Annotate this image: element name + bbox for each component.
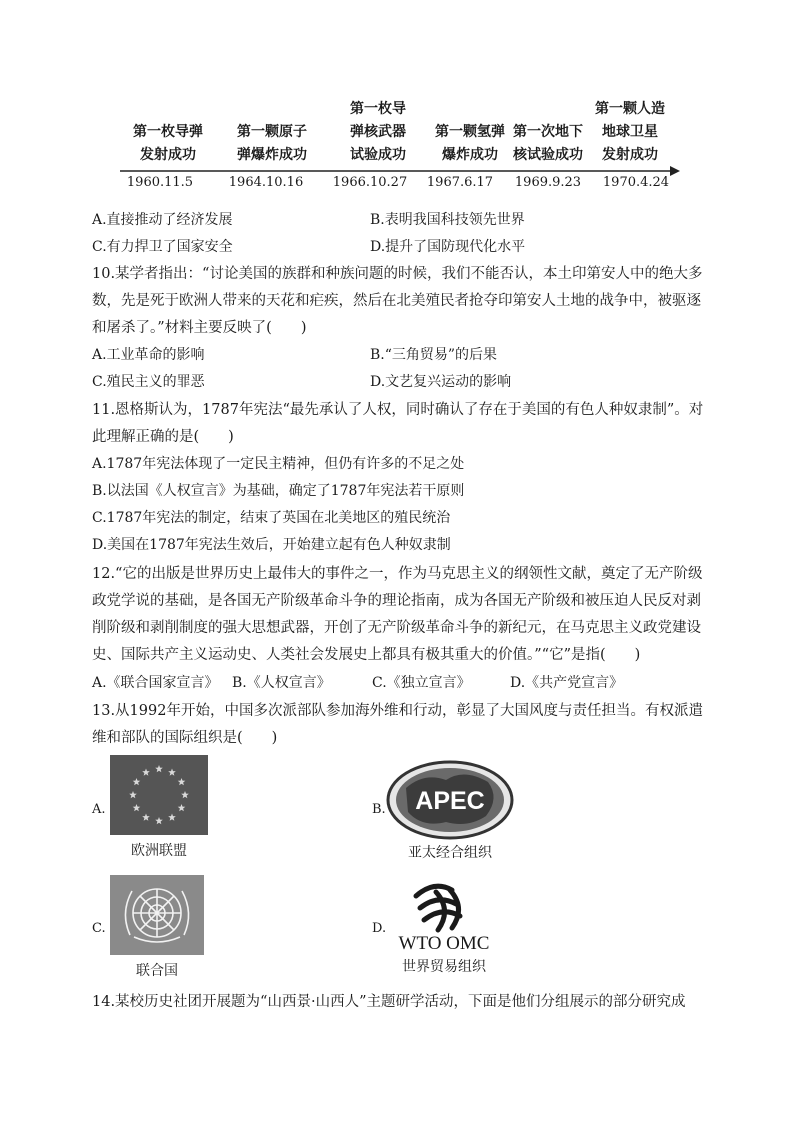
- q11-option-a[interactable]: A.1787年宪法体现了一定民主精神，但仍有许多的不足之处: [92, 456, 465, 472]
- q9-option-a[interactable]: A.直接推动了经济发展: [92, 212, 233, 228]
- timeline-label-6: [582, 98, 678, 167]
- timeline-date-2: 1964.10.16: [228, 175, 304, 190]
- q12-option-d[interactable]: D.《共产党宣言》: [510, 675, 624, 691]
- q12-option-c[interactable]: C.《独立宣言》: [372, 675, 471, 691]
- q13-option-d-letter[interactable]: D.: [372, 921, 387, 936]
- q13-option-a-letter[interactable]: A.: [92, 802, 106, 817]
- q10-option-a[interactable]: A.工业革命的影响: [92, 347, 205, 363]
- q11-option-c[interactable]: C.1787年宪法的制定，结束了英国在北美地区的殖民统治: [92, 510, 451, 526]
- timeline-label-line: 爆炸成功: [442, 147, 498, 163]
- q12-option-a[interactable]: A.《联合国家宣言》: [92, 675, 219, 691]
- timeline-label-3: [330, 98, 426, 167]
- apec-logo-icon: [384, 758, 516, 842]
- un-emblem-icon: [110, 875, 204, 955]
- q9-option-d[interactable]: D.提升了国防现代化水平: [370, 239, 526, 255]
- timeline-label-1: [120, 121, 216, 167]
- eu-flag-icon: [110, 755, 208, 835]
- q11-option-d[interactable]: D.美国在1787年宪法生效后，开始建立起有色人种奴隶制: [92, 537, 451, 553]
- timeline-label-line: 第一颗原子: [237, 124, 307, 140]
- timeline-date-3: 1966.10.27: [332, 175, 408, 190]
- q10-option-d[interactable]: D.文艺复兴运动的影响: [370, 374, 512, 390]
- timeline-label-line: 发射成功: [140, 147, 196, 163]
- q13-option-d-caption: 世界贸易组织: [402, 959, 486, 975]
- q12-stem-line-1: 12.“它的出版是世界历史上最伟大的事件之一，作为马克思主义的纲领性文献，奠定了无产阶级: [92, 566, 703, 582]
- timeline-label-line: 第一次地下: [513, 124, 583, 140]
- q11-option-b[interactable]: B.以法国《人权宣言》为基础，确定了1787年宪法若干原则: [92, 483, 465, 499]
- timeline-label-line: 核试验成功: [513, 147, 583, 163]
- q13-option-a-caption: 欧洲联盟: [131, 843, 187, 859]
- q13-option-b-letter[interactable]: B.: [372, 802, 386, 817]
- timeline-label-line: 第一枚导: [350, 101, 406, 117]
- wto-logo-text: WTO OMC: [398, 933, 490, 954]
- q10-option-b[interactable]: B.“三角贸易”的后果: [370, 347, 498, 363]
- q13-stem-line-2: 维和部队的国际组织是( ): [92, 730, 278, 746]
- q11-stem-line-1: 11.恩格斯认为，1787年宪法“最先承认了人权，同时确认了存在于美国的有色人种奴隶制”。对: [92, 402, 704, 418]
- timeline-date-6: 1970.4.24: [602, 175, 670, 190]
- timeline-label-line: 弹核武器: [350, 124, 406, 140]
- apec-logo-text: APEC: [415, 787, 485, 815]
- timeline-label-line: 地球卫星: [602, 124, 658, 140]
- timeline-label-line: 第一枚导弹: [133, 124, 203, 140]
- q13-stem-line-1: 13.从1992年开始，中国多次派部队参加海外维和行动，彰显了大国风度与责任担当。有权派遣: [92, 703, 703, 719]
- timeline-label-line: 弹爆炸成功: [237, 147, 307, 163]
- timeline-label-line: 发射成功: [602, 147, 658, 163]
- q10-option-c[interactable]: C.殖民主义的罪恶: [92, 374, 205, 390]
- timeline-label-line: 第一颗氢弹: [435, 124, 505, 140]
- q11-stem-line-2: 此理解正确的是( ): [92, 429, 234, 445]
- q9-option-c[interactable]: C.有力捍卫了国家安全: [92, 239, 233, 255]
- q12-stem-line-3: 削阶级和剥削制度的强大思想武器，开创了无产阶级革命斗争的新纪元，在马克思主义政党建设: [92, 620, 701, 636]
- q10-stem-line-1: 10.某学者指出：“讨论美国的族群和种族问题的时候，我们不能否认，本土印第安人中的绝大多: [92, 266, 703, 282]
- q10-stem-line-3: 和屠杀了。”材料主要反映了( ): [92, 320, 307, 336]
- q12-option-b[interactable]: B.《人权宣言》: [232, 675, 331, 691]
- timeline-label-2: [224, 121, 320, 167]
- q14-stem-line-1: 14.某校历史社团开展题为“山西景·山西人”主题研学活动，下面是他们分组展示的部分研究成: [92, 994, 686, 1010]
- timeline-date-1: 1960.11.5: [126, 175, 194, 190]
- timeline-date-4: 1967.6.17: [426, 175, 494, 190]
- q13-option-c-letter[interactable]: C.: [92, 921, 106, 936]
- wto-logo-icon: [390, 876, 498, 954]
- q10-stem-line-2: 数，先是死于欧洲人带来的天花和疟疾，然后在北美殖民者抢夺印第安人土地的战争中，被驱逐: [92, 293, 701, 309]
- timeline-date-5: 1969.9.23: [514, 175, 582, 190]
- timeline-label-line: 试验成功: [350, 147, 406, 163]
- q13-option-b-caption: 亚太经合组织: [408, 845, 492, 861]
- q13-option-c-caption: 联合国: [136, 963, 178, 979]
- timeline-label-line: 第一颗人造: [595, 101, 665, 117]
- q12-stem-line-2: 政党学说的基础，是各国无产阶级革命斗争的理论指南，成为各国无产阶级和被压迫人民反对剥: [92, 593, 701, 609]
- q12-stem-line-4: 史、国际共产主义运动史、人类社会发展史上都具有极其重大的价值。”“它”是指( ): [92, 647, 641, 663]
- q9-option-b[interactable]: B.表明我国科技领先世界: [370, 212, 525, 228]
